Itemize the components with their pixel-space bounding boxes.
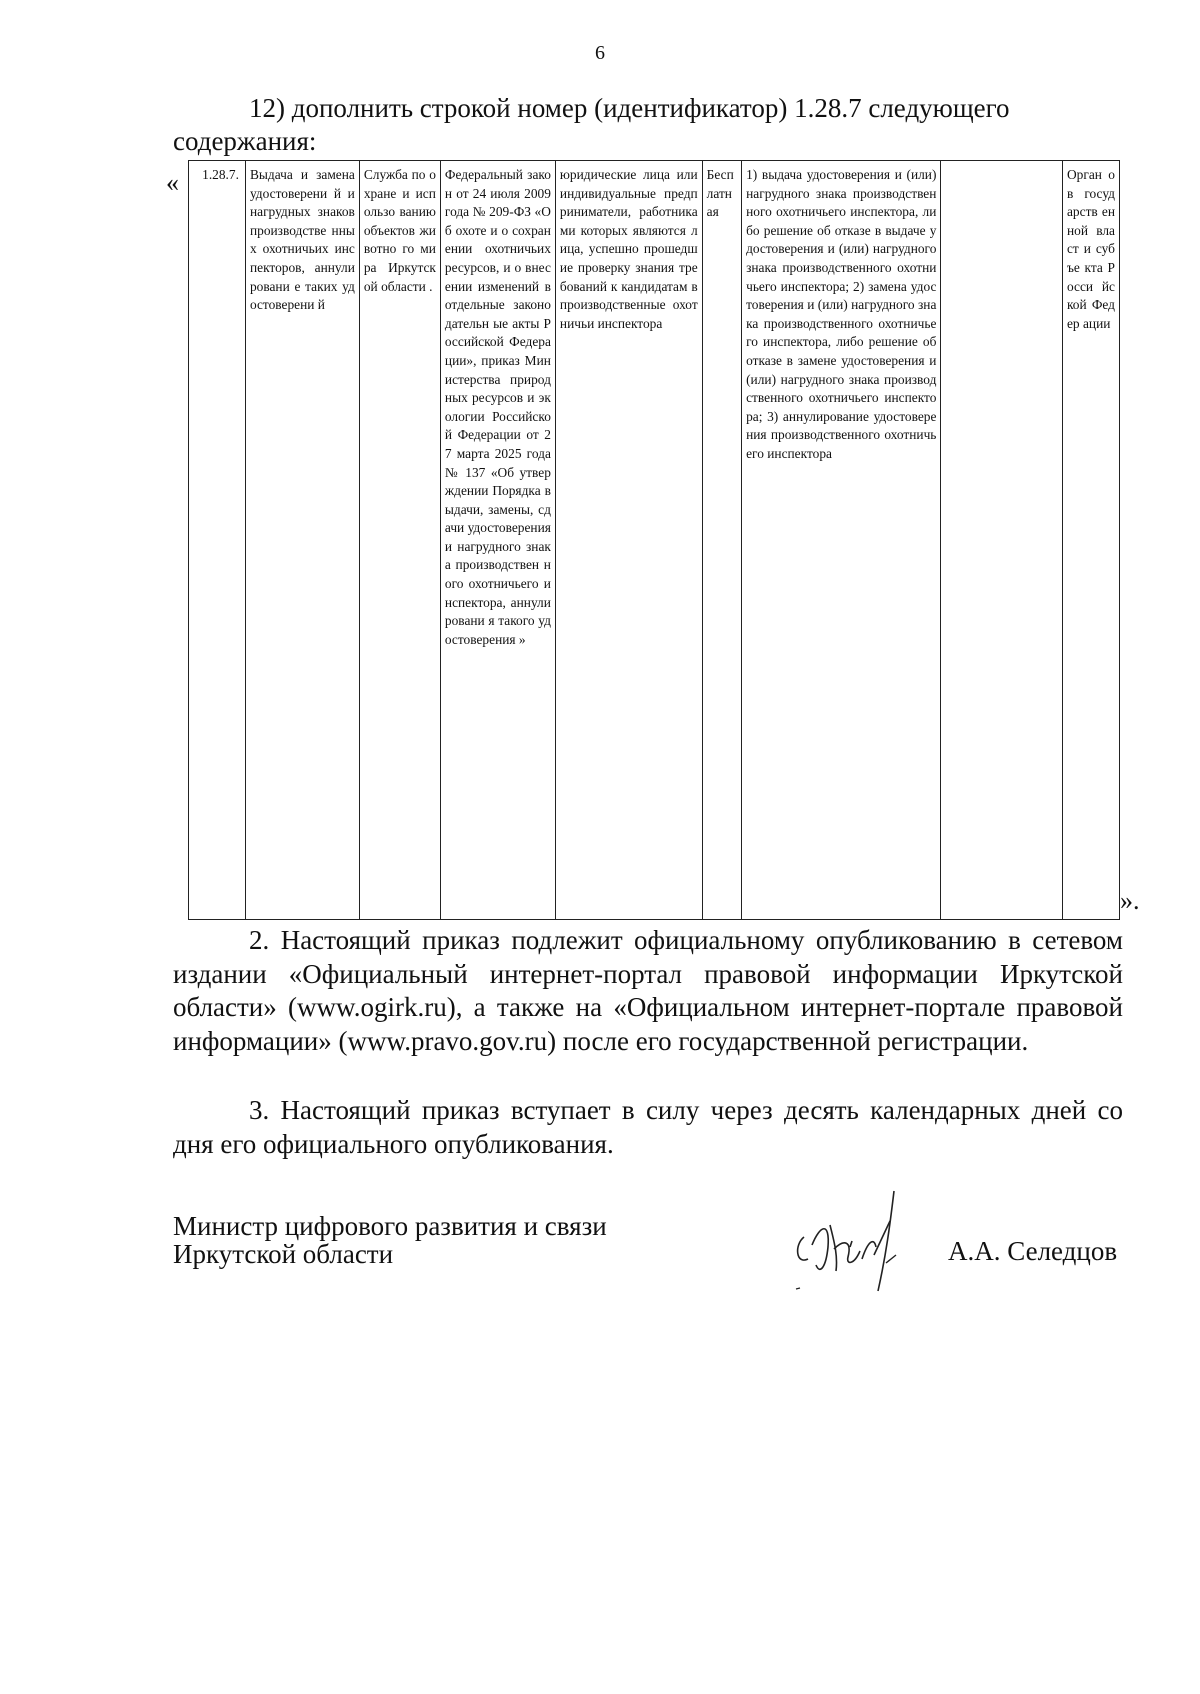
cell-applicants: юридические лица или индивидуальные предприниматели, работниками которых являются лица, успешно прошедшие проверку знания требований к кандидатам в производственные охотничьи инспектора [555, 161, 702, 920]
paragraph-publication: 2. Настоящий приказ подлежит официальному опубликованию в сетевом издании «Официальный интернет-портал правовой информации Иркутской области» (www.ogirk.ru), а также на «Официальном интернет-портале правовой информации» (www.pravo.gov.ru) после его государственной регистрации. [173, 925, 1123, 1056]
cell-empty [941, 161, 1063, 920]
opening-quote: « [166, 168, 179, 197]
amendment-intro-tail: содержания: [173, 126, 317, 156]
closing-quote: ». [1120, 886, 1140, 915]
cell-service-name: Выдача и замена удостоверени й и нагрудных знаков производстве нных охотничьих инспекторов, аннулировани е таких удостоверени й [245, 161, 359, 920]
handwritten-signature [790, 1185, 940, 1295]
inserted-row-table [188, 160, 1120, 920]
amendment-intro [173, 92, 1123, 158]
signatory-title-line1: Министр цифрового развития и связи [173, 1211, 607, 1241]
table-row [189, 161, 1120, 920]
cell-fee: Бесп латн ая [702, 161, 741, 920]
paragraph-effective-date: 3. Настоящий приказ вступает в силу через десять календарных дней со дня его официального опубликования. [173, 1095, 1123, 1159]
amendment-intro-text: 12) дополнить строкой номер (идентификатор) 1.28.7 следующего [249, 93, 1010, 123]
signatory-name: А.А. Селедцов [948, 1236, 1118, 1266]
cell-level: Орган ов госуд арств енной власт и субъе кта Росси йской Федер ации [1062, 161, 1119, 920]
cell-identifier: 1.28.7. [189, 161, 246, 920]
signatory-title [173, 1212, 673, 1268]
page-number: 6 [595, 42, 605, 64]
signatory-title-line2: Иркутской области [173, 1239, 394, 1269]
cell-legal-basis: Федеральный закон от 24 июля 2009 года № 209-ФЗ «Об охоте и о сохранении охотничьих ресурсов, и о внесении изменений в отдельные законодательн ые акты Российской Федерации», приказ Министерства природных ресурсов и экологии Российской Федерации от 27 марта 2025 года № 137 «Об утверждении Порядка выдачи, замены, сдачи удостоверения и нагрудного знака производствен ного охотничьего инспектора, аннулировани я такого удостоверения » [440, 161, 555, 920]
cell-authority: Служба по охране и использо ванию объектов животно го мира Иркутск ой области . [359, 161, 440, 920]
cell-result: 1) выдача удостоверения и (или) нагрудного знака производственного охотничьего инспектора, либо решение об отказе в выдаче удостоверения и (или) нагрудного знака производственного охотничьего инспектора; 2) замена удостоверения и (или) нагрудного знака производственного охотничьего инспектора, либо решение об отказе в замене удостоверения и (или) нагрудного знака производственного охотничьего инспектора; 3) аннулирование удостоверения производственного охотничьего инспектора [742, 161, 941, 920]
